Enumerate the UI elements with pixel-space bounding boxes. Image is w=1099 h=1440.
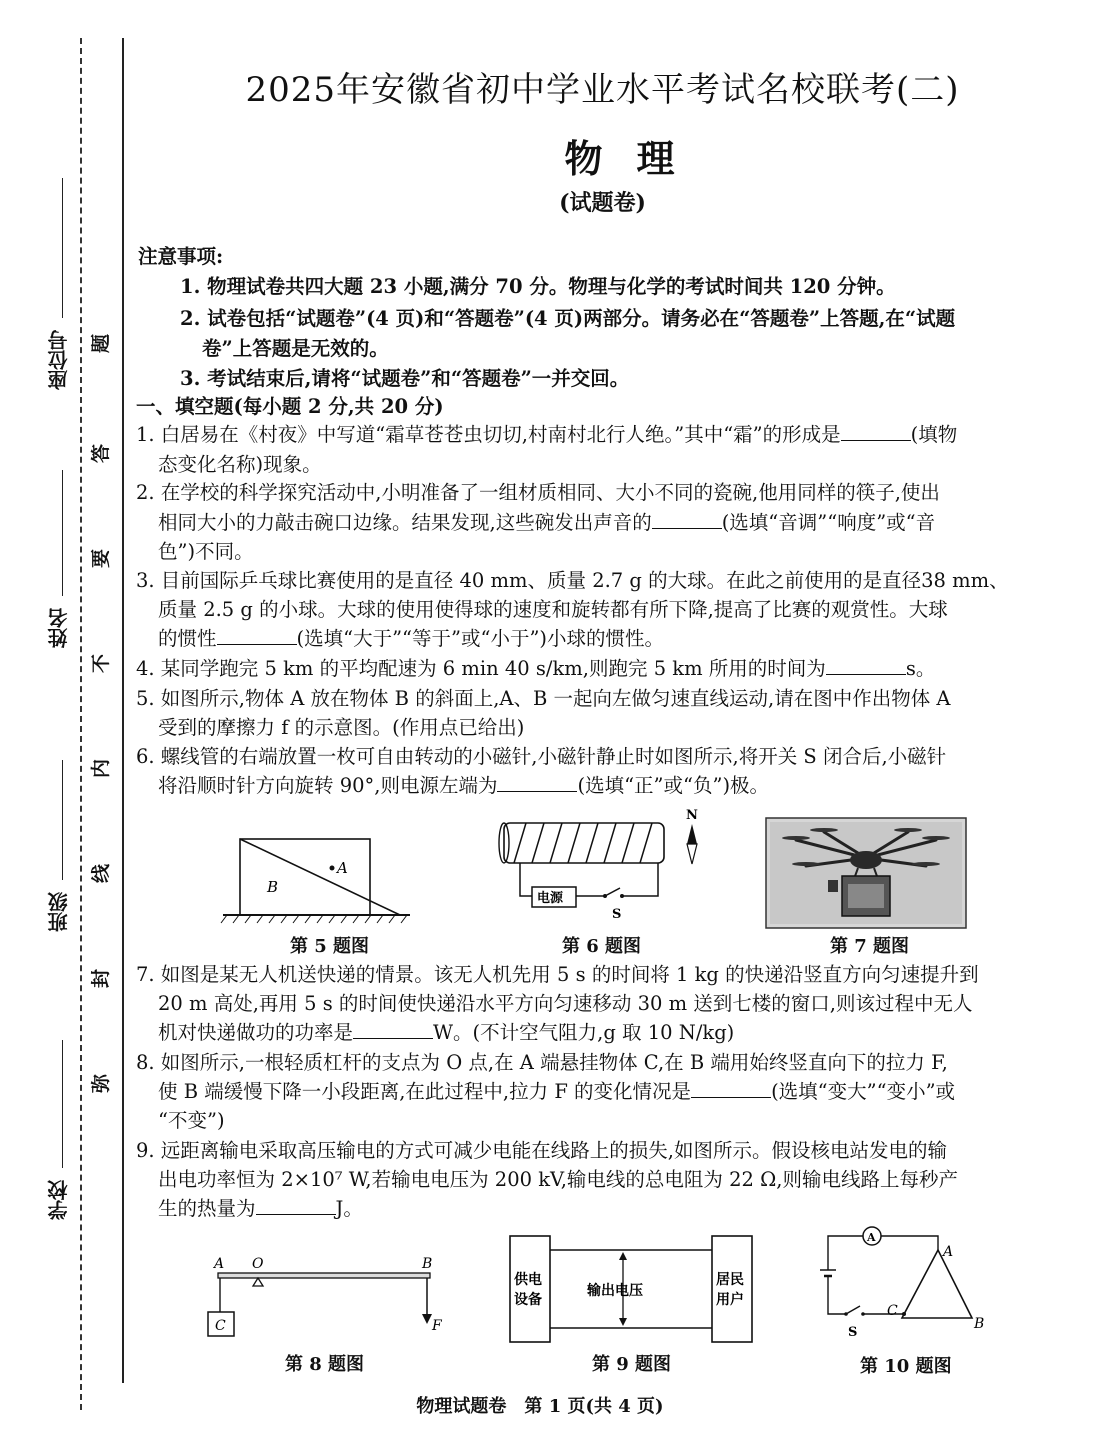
ammeter-label: A (867, 1231, 876, 1244)
notice-item: 1. 物理试卷共四大题 23 小题,满分 70 分。物理与化学的考试时间共 120 分钟。 (180, 275, 896, 298)
question-2-line2: 相同大小的力敲击碗口边缘。结果发现,这些碗发出声音的 (选填“音调”“响度”或“音 (158, 511, 936, 534)
fulcrum (253, 1278, 263, 1286)
figure-8-caption: 第 8 题图 (285, 1354, 365, 1375)
question-4: 4. 某同学跑完 5 km 的平均配速为 6 min 40 s/km,则跑完 5 km 所用的时间为 s。 (136, 657, 936, 680)
figure-10-circuit (810, 1222, 1000, 1347)
answer-blank[interactable] (652, 510, 722, 529)
label-f: F (432, 1318, 442, 1334)
question-1-line2: 态变化名称)现象。 (158, 453, 322, 476)
seal-char: 内 (90, 758, 113, 779)
label-b: B (267, 878, 279, 896)
solenoid-core (504, 823, 664, 863)
question-3-line1: 3. 目前国际乒乓球比赛使用的是直径 40 mm、质量 2.7 g 的大球。在此之前使用的是直径38 mm、 (136, 569, 1009, 592)
switch-lever (605, 888, 620, 896)
question-8-line2: 使 B 端缓慢下降一小段距离,在此过程中,拉力 F 的变化情况是 (选填“变大”“变小”或 (158, 1080, 956, 1103)
question-5-line1: 5. 如图所示,物体 A 放在物体 B 的斜面上,A、B 一起向左做匀速直线运动,请在图中作出物体 A (136, 687, 951, 710)
block-b-outline (240, 839, 370, 915)
answer-blank[interactable] (256, 1196, 336, 1215)
wire-triangle (902, 1250, 972, 1318)
name-line (62, 470, 63, 596)
notice-item: 2. 试卷包括“试题卷”(4 页)和“答题卷”(4 页)两部分。请务必在“答题卷”上答题,在“试题 (180, 307, 956, 330)
page-footer: 物理试题卷 第 1 页(共 4 页) (416, 1396, 664, 1417)
question-5-line2: 受到的摩擦力 f 的示意图。(作用点已给出) (158, 716, 525, 739)
incline-surface (240, 839, 400, 915)
supply-line2: 设备 (514, 1292, 542, 1308)
label-a: A (943, 1244, 954, 1260)
answer-blank[interactable] (353, 1020, 433, 1039)
supply-box (510, 1236, 550, 1342)
user-line1: 居民 (716, 1272, 744, 1288)
figure-9-caption: 第 9 题图 (592, 1354, 672, 1375)
section-heading: 一、填空题(每小题 2 分,共 20 分) (136, 395, 444, 418)
question-8-line3: “不变”) (158, 1109, 225, 1132)
question-6-line2: 将沿顺时针方向旋转 90°,则电源左端为 (选填“正”或“负”)极。 (158, 774, 770, 797)
answer-blank[interactable] (841, 422, 911, 441)
user-line2: 用户 (716, 1292, 744, 1308)
label-a: A (337, 859, 348, 877)
question-7-line2: 20 m 高处,再用 5 s 的时间使快递沿水平方向匀速移动 30 m 送到七楼的窗口,则该过程中无人 (158, 992, 973, 1015)
figure-7-caption: 第 7 题图 (830, 936, 910, 957)
question-9-line1: 9. 远距离输电采取高压输电的方式可减少电能在线路上的损失,如图所示。假设核电站发电的输 (136, 1139, 948, 1162)
label-c: C (887, 1303, 898, 1319)
seal-char: 不 (90, 653, 113, 674)
label-b: B (974, 1316, 985, 1332)
switch-lever (846, 1306, 860, 1314)
figure-6-caption: 第 6 题图 (562, 936, 642, 957)
switch-label: S (848, 1325, 858, 1340)
label-b: B (422, 1256, 433, 1272)
notice-heading: 注意事项: (138, 245, 224, 268)
seal-char: 题 (90, 333, 113, 354)
class-line (62, 760, 63, 880)
question-1-line1: 1. 白居易在《村夜》中写道“霜草苍苍虫切切,村南村北行人绝。”其中“霜”的形成是 (填物 (136, 423, 958, 446)
user-box (712, 1236, 752, 1342)
voltage-label: 输出电压 (587, 1283, 643, 1299)
question-3-line3: 的惯性 (选填“大于”“等于”或“小于”)小球的惯性。 (158, 627, 665, 650)
answer-blank[interactable] (691, 1079, 771, 1098)
seat-line (62, 178, 63, 318)
question-2-line3: 色”)不同。 (158, 540, 254, 563)
figure-5-incline (215, 825, 415, 930)
question-6-line1: 6. 螺线管的右端放置一枚可自由转动的小磁针,小磁针静止时如图所示,将开关 S 闭合后,小磁针 (136, 745, 947, 768)
question-2-line1: 2. 在学校的科学探究活动中,小明准备了一组材质相同、大小不同的瓷碗,他用同样的筷子,使出 (136, 481, 940, 504)
binding-dashed-line (80, 38, 82, 1410)
school-line (62, 1040, 63, 1168)
figure-6-solenoid (492, 806, 712, 924)
question-9-line2: 出电功率恒为 2×10⁷ W,若输电电压为 200 kV,输电线的总电阻为 22 Ω,则输电线路上每秒产 (158, 1168, 958, 1191)
figure-5-caption: 第 5 题图 (290, 936, 370, 957)
label-o: O (252, 1256, 264, 1272)
question-9-line3: 生的热量为 J。 (158, 1197, 363, 1220)
subject-title: 物理 (564, 136, 709, 181)
seat-label: 座位号 (47, 330, 71, 390)
question-7-line3: 机对快递做功的功率是 W。(不计空气阻力,g 取 10 N/kg) (158, 1021, 735, 1044)
switch-label: S (612, 907, 622, 922)
figure-8-lever (200, 1250, 440, 1350)
seal-char: 弥 (90, 1073, 113, 1094)
power-label: 电源 (537, 891, 564, 906)
question-7-line1: 7. 如图是某无人机送快递的情景。该无人机先用 5 s 的时间将 1 kg 的快递沿竖直方向匀速提升到 (136, 963, 979, 986)
seal-char: 答 (90, 443, 113, 464)
point-a (330, 866, 335, 871)
notice-item: 3. 考试结束后,请将“试题卷”和“答题卷”一并交回。 (180, 367, 630, 390)
school-label: 学校 (47, 1180, 71, 1220)
needle-north (687, 824, 697, 844)
margin-rule (122, 38, 124, 1383)
seal-char: 线 (90, 863, 113, 884)
exam-title: 2025年安徽省初中学业水平考试名校联考(二) (245, 70, 960, 110)
paper-type: (试题卷) (559, 190, 646, 216)
figure-7-drone-photo (766, 818, 966, 928)
lever-bar (218, 1273, 430, 1278)
figure-9-transmission (505, 1232, 755, 1347)
force-arrow (422, 1314, 432, 1324)
figure-10-caption: 第 10 题图 (860, 1356, 952, 1377)
label-c: C (215, 1318, 226, 1334)
label-a: A (214, 1256, 225, 1272)
question-8-line1: 8. 如图所示,一根轻质杠杆的支点为 O 点,在 A 端悬挂物体 C,在 B 端用始终竖直向下的拉力 F, (136, 1051, 948, 1074)
notice-item: 卷”上答题是无效的。 (202, 337, 389, 360)
seal-char: 要 (90, 548, 113, 569)
name-label: 姓名 (47, 608, 71, 648)
question-3-line2: 质量 2.5 g 的小球。大球的使用使得球的速度和旋转都有所下降,提高了比赛的观赏性。大球 (158, 598, 948, 621)
label-n: N (686, 808, 698, 823)
answer-blank[interactable] (217, 626, 297, 645)
seal-char: 封 (90, 968, 113, 989)
answer-blank[interactable] (826, 656, 906, 675)
supply-line1: 供电 (514, 1272, 542, 1288)
needle-south (687, 844, 697, 864)
class-label: 班级 (47, 892, 71, 932)
answer-blank[interactable] (497, 773, 577, 792)
